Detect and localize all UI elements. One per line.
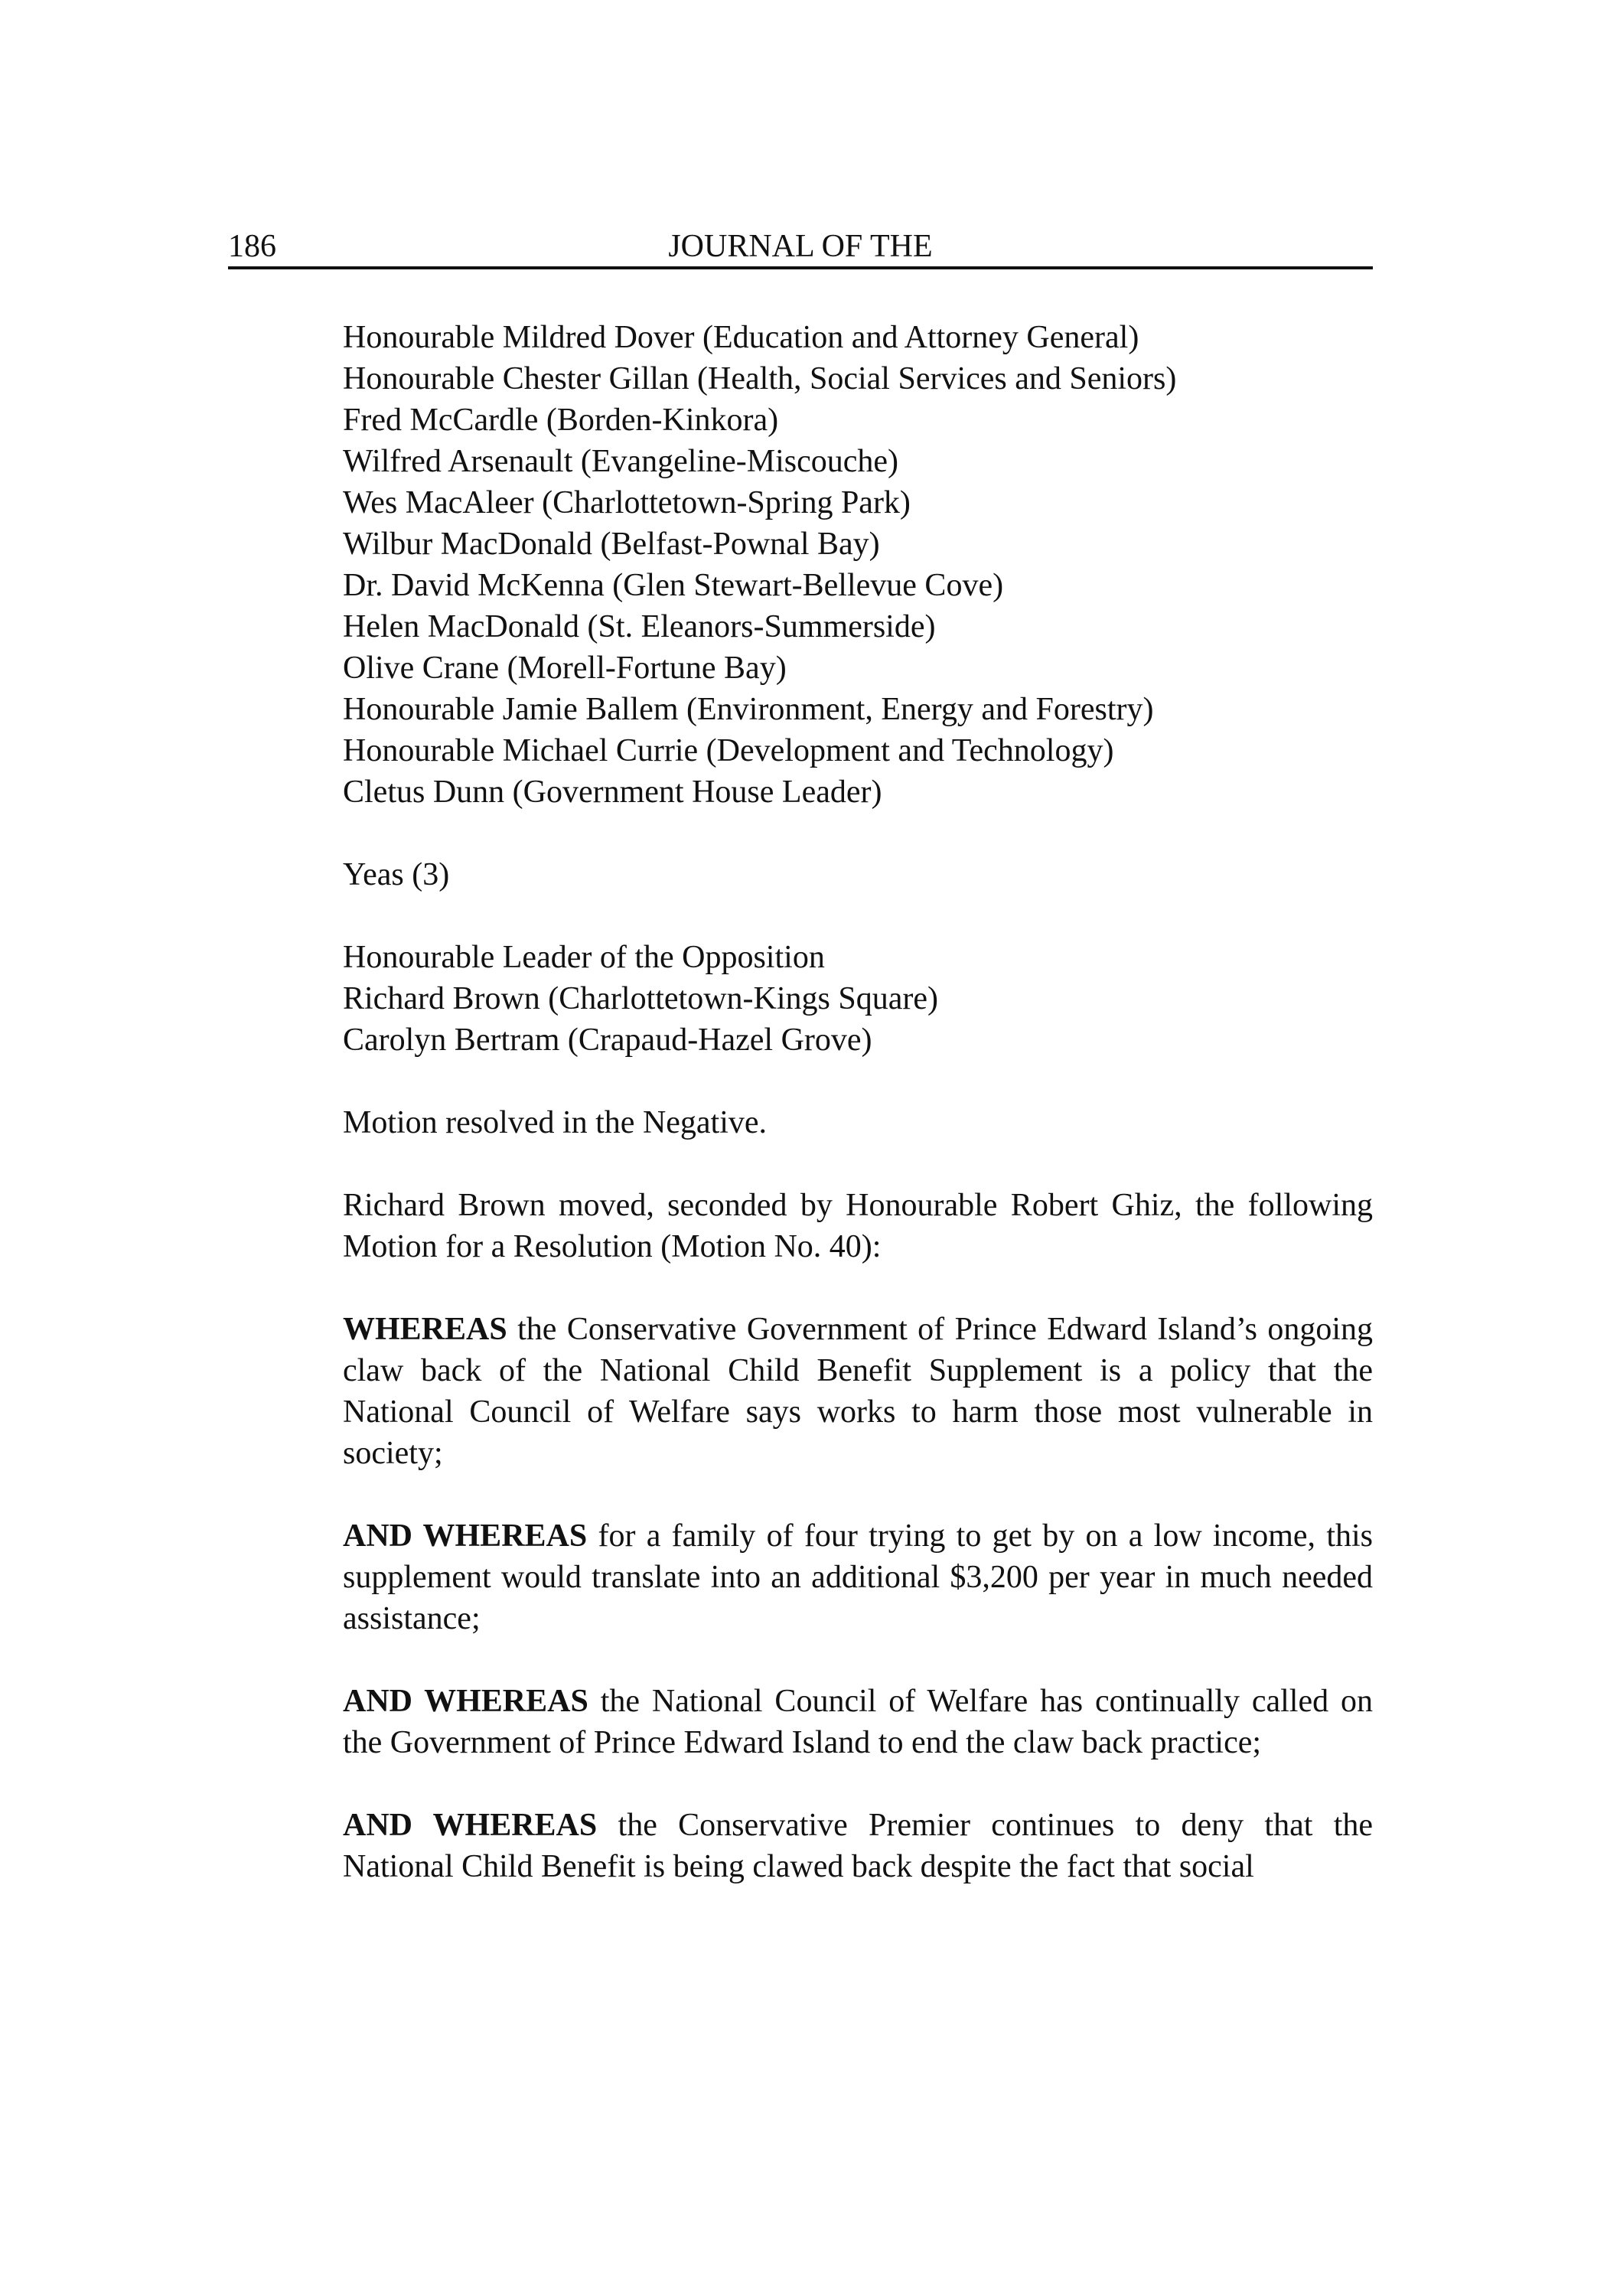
member-entry: Wilbur MacDonald (Belfast-Pownal Bay) <box>343 527 880 562</box>
yeas-heading: Yeas (3) <box>343 857 450 892</box>
member-entry: Carolyn Bertram (Crapaud-Hazel Grove) <box>343 1022 872 1058</box>
yeas-member-list <box>343 937 1373 1061</box>
whereas-lead: WHEREAS <box>343 1312 507 1347</box>
page-number: 186 <box>228 229 276 264</box>
whereas-text: the Conservative Premier continues to deny that the National Child Benefit is being clawed back despite the fact that social <box>343 1808 1374 1884</box>
whereas-clause <box>343 1681 1373 1763</box>
page-body <box>343 317 1373 1887</box>
running-header <box>228 227 1373 269</box>
member-entry: Wilfred Arsenault (Evangeline-Miscouche) <box>343 444 899 479</box>
member-entry: Fred McCardle (Borden-Kinkora) <box>343 403 779 438</box>
member-entry: Wes MacAleer (Charlottetown-Spring Park) <box>343 485 911 520</box>
motion-result: Motion resolved in the Negative. <box>343 1105 768 1140</box>
member-entry: Richard Brown (Charlottetown-Kings Square) <box>343 981 939 1016</box>
member-entry: Honourable Michael Currie (Development and Technology) <box>343 733 1114 768</box>
whereas-text: the National Council of Welfare has continually called on the Government of Prince Edward Island to end the claw back practice; <box>343 1684 1373 1760</box>
whereas-text: the Conservative Government of Prince Edward Island’s ongoing claw back of the National Child Benefit Supplement is a policy that the National Council of Welfare says works to harm those most vulnerable in society; <box>343 1312 1373 1471</box>
journal-header-title: JOURNAL OF THE <box>668 229 933 264</box>
member-entry: Honourable Mildred Dover (Education and Attorney General) <box>343 320 1139 355</box>
whereas-lead: AND WHEREAS <box>343 1684 588 1719</box>
member-entry: Honourable Chester Gillan (Health, Social Services and Seniors) <box>343 361 1177 396</box>
motion-introduction: Richard Brown moved, seconded by Honourable Robert Ghiz, the following Motion for a Resolution (Motion No. 40): <box>343 1188 1373 1264</box>
member-entry: Honourable Jamie Ballem (Environment, Energy and Forestry) <box>343 692 1154 727</box>
whereas-clause <box>343 1309 1373 1474</box>
whereas-clause <box>343 1805 1373 1887</box>
whereas-text: for a family of four trying to get by on a low income, this supplement would translate into an additional $3,200 per year in much needed assistance; <box>343 1518 1373 1636</box>
member-entry: Helen MacDonald (St. Eleanors-Summerside) <box>343 609 936 644</box>
whereas-clause <box>343 1515 1373 1639</box>
member-entry: Olive Crane (Morell-Fortune Bay) <box>343 651 787 686</box>
nays-member-list <box>343 317 1373 813</box>
member-entry: Dr. David McKenna (Glen Stewart-Bellevue Cove) <box>343 568 1004 603</box>
whereas-lead: AND WHEREAS <box>343 1518 588 1554</box>
member-entry: Honourable Leader of the Opposition <box>343 940 825 975</box>
member-entry: Cletus Dunn (Government House Leader) <box>343 775 882 810</box>
whereas-lead: AND WHEREAS <box>343 1808 598 1843</box>
